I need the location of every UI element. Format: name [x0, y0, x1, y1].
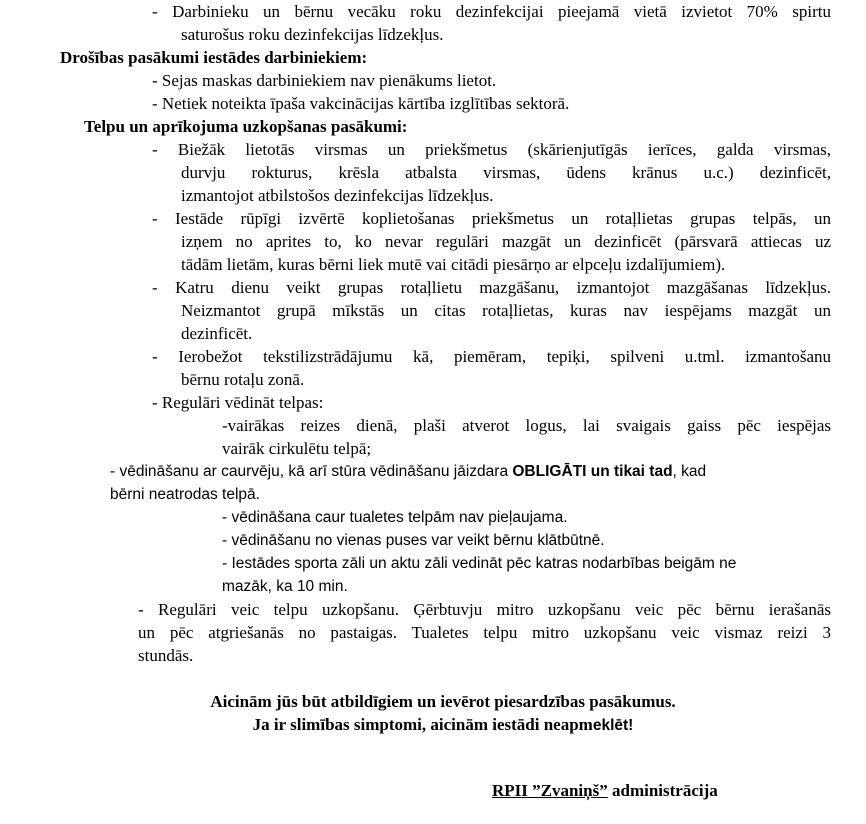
cleaning-item1-line1: - Biežāk lietotās virsmas un priekšmetus (skārienjutīgās ierīces, galda virsmas,: [152, 140, 831, 159]
signature-role: administrācija: [607, 781, 718, 800]
cleaning-item1-line3: izmantojot atbilstošos dezinfekcijas līdzekļus.: [181, 186, 494, 205]
cleaning-item2-line2: izņem no aprites to, ko nevar regulāri mazgāt un dezinficēt (pārsvarā attiecas uz: [181, 232, 831, 251]
hand-sanitizer-item-line1: - Darbinieku un bērnu vecāku roku dezinfekcijai pieejamā vietā izvietot 70% spirtu: [152, 2, 831, 21]
staff-item-vaccination: - Netiek noteikta īpaša vakcinācijas kārtība izglītības sektorā.: [152, 94, 570, 113]
cleaning-item6-line2: un pēc atgriešanās no pastaigas. Tualetes telpu mitro uzkopšanu veic vismaz reizi 3: [138, 623, 831, 642]
cleaning-item3-line3: dezinficēt.: [181, 324, 253, 343]
cleaning-item3-line2: Neizmantot grupā mīkstās un citas rotaļlietas, kuras nav iespējams mazgāt un: [181, 301, 831, 320]
appeal-line2-suffix: eklēt!: [592, 717, 634, 734]
cleaning-item4-line2: bērnu rotaļu zonā.: [181, 370, 305, 389]
signature-org: RPII ”Zvaniņš”: [492, 781, 608, 800]
cleaning-item6-line3: stundās.: [138, 646, 194, 665]
ventilation-sub2-line2: bērni neatrodas telpā.: [110, 486, 260, 503]
cleaning-item2-line3: tādām lietām, kuras bērni liek mutē vai citādi piesārņo ar elpceļu izdalījumiem).: [181, 255, 726, 274]
ventilation-sub1-line2: vairāk cirkulētu telpā;: [222, 439, 372, 458]
ventilation-sub5-line1: - Iestādes sporta zāli un aktu zāli vedināt pēc katras nodarbības beigām ne: [222, 555, 737, 572]
cleaning-section-heading: Telpu un aprīkojuma uzkopšanas pasākumi:: [84, 117, 408, 136]
cleaning-item5: - Regulāri vēdināt telpas:: [152, 393, 324, 412]
hand-sanitizer-item-line2: saturošus roku dezinfekcijas līdzekļus.: [181, 25, 444, 44]
ventilation-sub2-prefix: - vēdināšanu ar caurvēju, kā arī stūra vēdināšanu jāizdara: [110, 463, 513, 480]
ventilation-sub1-line1: -vairākas reizes dienā, plaši atverot logus, lai svaigais gaiss pēc iespējas: [222, 416, 831, 435]
ventilation-sub3: - vēdināšana caur tualetes telpām nav pieļaujama.: [222, 509, 568, 526]
ventilation-sub2-line1: [110, 460, 706, 483]
appeal-line2-prefix: Ja ir slimības simptomi, aicinām iestādi neapm: [252, 715, 593, 734]
cleaning-item2-line1: - Iestāde rūpīgi izvērtē koplietošanas priekšmetus un rotaļlietas grupas telpās, un: [152, 209, 831, 228]
ventilation-sub2-emphasis: OBLIGĀTI un tikai tad: [512, 463, 673, 480]
appeal-line2: [0, 713, 866, 736]
staff-item-masks: - Sejas maskas darbiniekiem nav pienākums lietot.: [152, 71, 497, 90]
appeal-line1: Aicinām jūs būt atbildīgiem un ievērot piesardzības pasākumus.: [210, 692, 676, 711]
cleaning-item4-line1: - Ierobežot tekstilizstrādājumu kā, piemēram, tepiķi, spilveni u.tml. izmantošanu: [152, 347, 831, 366]
cleaning-item1-line2: durvju rokturus, krēsla atbalsta virsmas, ūdens krānus u.c.) dezinficēt,: [181, 163, 831, 182]
ventilation-sub4: - vēdināšanu no vienas puses var veikt bērnu klātbūtnē.: [222, 532, 605, 549]
staff-section-heading: Drošības pasākumi iestādes darbiniekiem:: [60, 48, 368, 67]
cleaning-item6-line1: - Regulāri veic telpu uzkopšanu. Ģērbtuvju mitro uzkopšanu veic pēc bērnu ierašanās: [138, 600, 831, 619]
ventilation-sub2-suffix: , kad: [672, 463, 707, 480]
signature: [492, 779, 718, 802]
cleaning-item3-line1: - Katru dienu veikt grupas rotaļlietu mazgāšanu, izmantojot mazgāšanas līdzekļus.: [152, 278, 831, 297]
ventilation-sub5-line2: mazāk, ka 10 min.: [222, 578, 348, 595]
